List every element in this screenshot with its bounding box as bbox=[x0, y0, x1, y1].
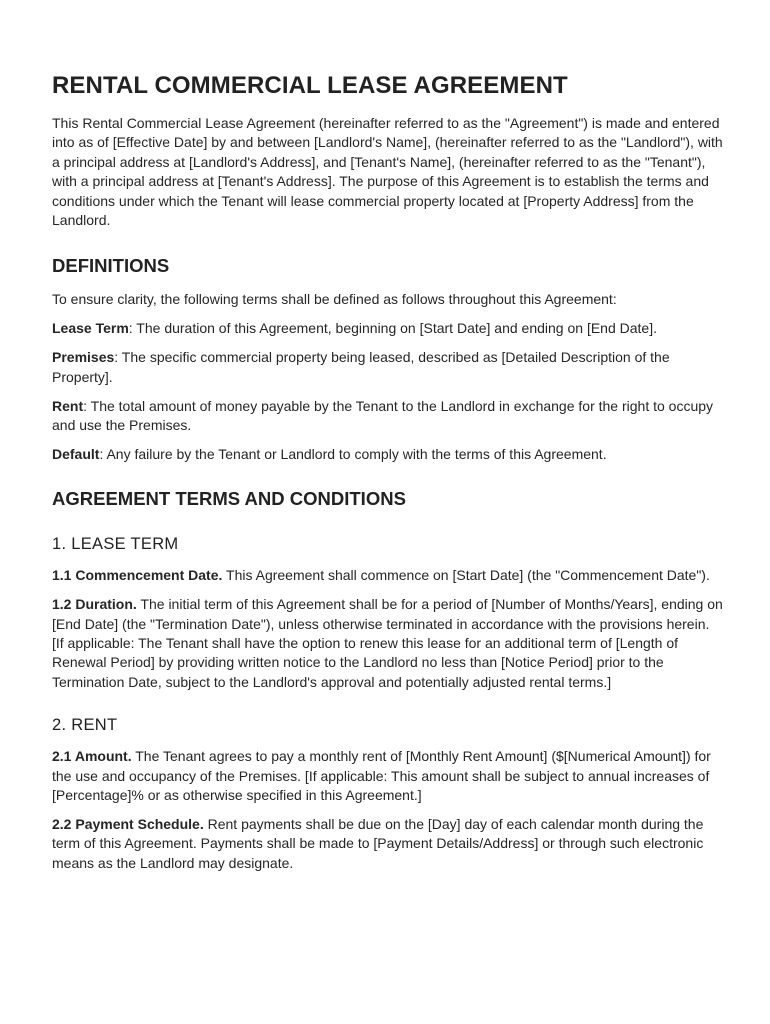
clause-paragraph bbox=[52, 815, 724, 873]
clause-text: The initial term of this Agreement shall be for a period of [Number of Months/Years], ending on [End Date] (the "Termination Date"), unless otherwise terminated in accordance with the provisions herein. [If applicable: The Tenant shall have the option to renew this lease for an additional term of [Length of Renewal Period] by providing written notice to the Landlord no less than [Notice Period] prior to the Termination Date, subject to the Landlord's approval and potentially adjusted rental terms.] bbox=[52, 596, 723, 690]
clause-paragraph bbox=[52, 595, 724, 692]
definition-item bbox=[52, 397, 724, 436]
clause-label: 2.2 Payment Schedule. bbox=[52, 815, 204, 832]
clause-paragraph bbox=[52, 747, 724, 805]
definition-text: : Any failure by the Tenant or Landlord to comply with the terms of this Agreement. bbox=[99, 445, 607, 462]
definition-item bbox=[52, 319, 724, 338]
definition-term: Default bbox=[52, 445, 100, 462]
clause-text: This Agreement shall commence on [Start Date] (the "Commencement Date"). bbox=[222, 567, 710, 584]
terms-heading: AGREEMENT TERMS AND CONDITIONS bbox=[52, 488, 406, 510]
definition-term: Premises bbox=[52, 349, 115, 366]
definition-text: : The total amount of money payable by the Tenant to the Landlord in exchange for the right to occupy and use the Premises. bbox=[52, 397, 714, 433]
definition-item bbox=[52, 445, 724, 464]
clause-text: The Tenant agrees to pay a monthly rent of [Monthly Rent Amount] ($[Numerical Amount]) for the use and occupancy of the Premises. [If applicable: This amount shall be subject to annual increases of [Percentage]% or as otherwise specified in this Agreement.] bbox=[52, 748, 711, 804]
document-page bbox=[52, 70, 724, 883]
definitions-heading: DEFINITIONS bbox=[52, 255, 170, 277]
clause-paragraph bbox=[52, 566, 724, 585]
definition-term: Rent bbox=[52, 397, 84, 414]
definition-term: Lease Term bbox=[52, 320, 129, 337]
document-title: RENTAL COMMERCIAL LEASE AGREEMENT bbox=[52, 72, 568, 99]
definitions-lead: To ensure clarity, the following terms shall be defined as follows throughout this Agreement: bbox=[52, 291, 617, 308]
definition-text: : The duration of this Agreement, beginning on [Start Date] and ending on [End Date]. bbox=[128, 320, 657, 337]
definition-item bbox=[52, 348, 724, 387]
clause-label: 1.2 Duration. bbox=[52, 596, 137, 613]
lease-term-heading: 1. LEASE TERM bbox=[52, 535, 179, 554]
rent-heading: 2. RENT bbox=[52, 716, 118, 735]
intro-paragraph: This Rental Commercial Lease Agreement (hereinafter referred to as the "Agreement") is made and entered into as of [Effective Date] by and between [Landlord's Name], (hereinafter referred to as the "Landlord"), with a principal address at [Landlord's Address], and [Tenant's Name], (hereinafter referred to as the "Tenant"), with a principal address at [Tenant's Address]. The purpose of this Agreement is to establish the terms and conditions under which the Tenant will lease commercial property located at [Property Address] from the Landlord. bbox=[52, 115, 723, 229]
clause-text: Rent payments shall be due on the [Day] day of each calendar month during the term of this Agreement. Payments shall be made to [Payment Details/Address] or through such electronic means as the Landlord may designate. bbox=[52, 815, 704, 871]
clause-label: 2.1 Amount. bbox=[52, 748, 132, 765]
clause-label: 1.1 Commencement Date. bbox=[52, 567, 223, 584]
definition-text: : The specific commercial property being leased, described as [Detailed Description of the Property]. bbox=[52, 349, 670, 385]
